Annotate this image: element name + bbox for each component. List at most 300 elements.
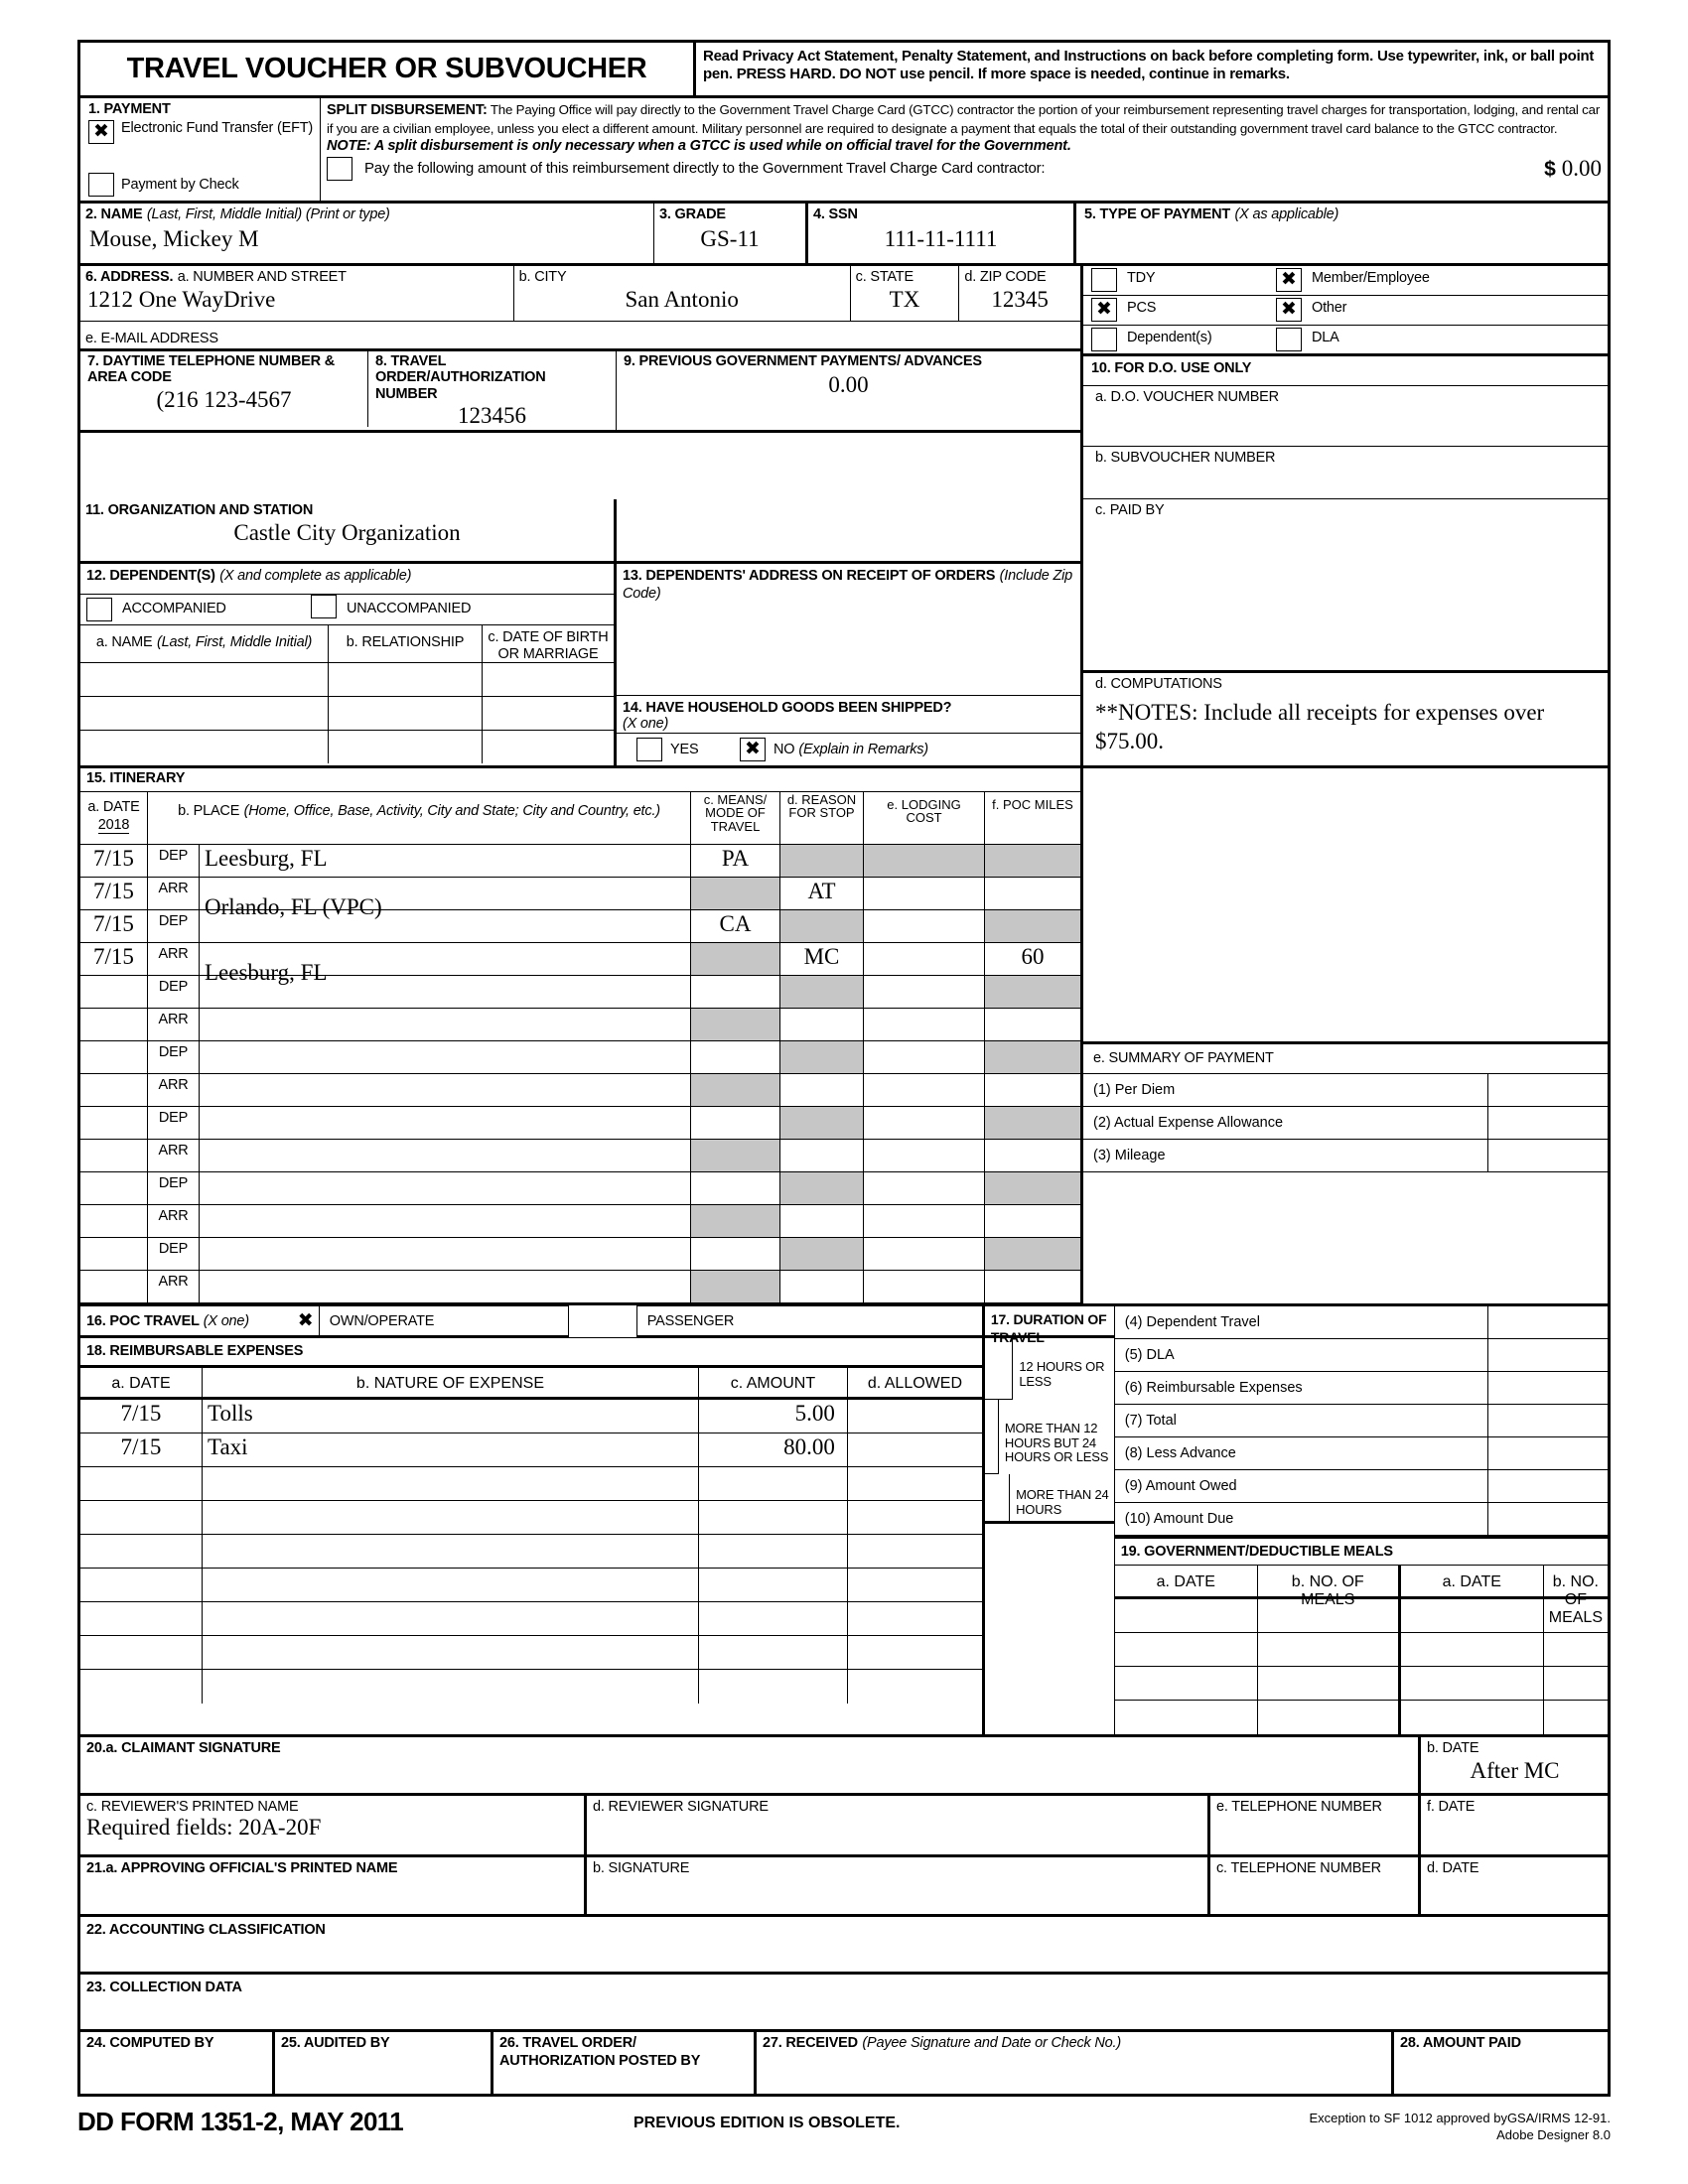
itinerary-place-header: b. PLACE (Home, Office, Base, Activity, City and State; City and Country, etc.) [148, 792, 691, 844]
itinerary-means [691, 1074, 780, 1106]
meal-count-2[interactable] [1544, 1667, 1608, 1700]
itinerary-date[interactable]: 7/15 [93, 879, 134, 904]
expenses-band [80, 1303, 1608, 1734]
itinerary-place[interactable] [200, 1074, 691, 1106]
dependent-name-cell[interactable] [80, 731, 329, 763]
itinerary-lodging[interactable] [864, 1238, 985, 1270]
section-7-phone [80, 351, 368, 427]
itinerary-date[interactable] [80, 976, 148, 1008]
expense-amount[interactable] [699, 1602, 848, 1635]
meal-date-2[interactable] [1401, 1701, 1544, 1734]
section-1-payment [80, 98, 1608, 204]
section-20c-label: c. REVIEWER'S PRINTED NAME [86, 1799, 299, 1816]
duration-12h-checkbox[interactable] [985, 1338, 1013, 1400]
summary-row-label: (4) Dependent Travel [1115, 1306, 1488, 1338]
name-value[interactable]: Mouse, Mickey M [89, 226, 259, 252]
summary-row-value[interactable] [1488, 1074, 1608, 1106]
section-10d-computations [1083, 673, 1608, 699]
section-15-label: 15. ITINERARY [86, 770, 186, 787]
expense-nature[interactable] [203, 1569, 699, 1601]
meal-rows [1115, 1599, 1608, 1734]
expense-date[interactable]: 7/15 [80, 1433, 203, 1466]
expense-amount[interactable]: 5.00 [699, 1400, 848, 1433]
expense-allowed[interactable] [848, 1433, 982, 1466]
payment-type-row-2 [1083, 296, 1608, 326]
expense-amount[interactable] [699, 1569, 848, 1601]
dependent-dob-cell[interactable] [483, 697, 614, 730]
itinerary-reason[interactable] [780, 1009, 864, 1040]
section-7-label: 7. DAYTIME TELEPHONE NUMBER & AREA CODE [87, 353, 336, 386]
section-19-label: 19. GOVERNMENT/DEDUCTIBLE MEALS [1120, 1544, 1393, 1561]
zip-value[interactable]: 12345 [991, 287, 1049, 313]
section-12-header [80, 564, 614, 594]
right-column-top [1083, 266, 1608, 499]
duration-24h-checkbox[interactable] [985, 1474, 1010, 1521]
itinerary-date[interactable]: 7/15 [93, 911, 134, 937]
meal-count-1[interactable] [1258, 1701, 1401, 1734]
itinerary-means[interactable] [691, 976, 780, 1008]
summary-row-label: (9) Amount Owed [1115, 1470, 1488, 1502]
payment-by-check-checkbox[interactable] [88, 173, 114, 197]
computations-area [1083, 768, 1608, 1041]
eft-label: Electronic Fund Transfer (EFT) [121, 120, 314, 137]
section-27-received [757, 2032, 1394, 2094]
itinerary-date[interactable]: 7/15 [93, 944, 134, 970]
claimant-date-value[interactable]: After MC [1470, 1758, 1560, 1784]
section-7-8-9-row [80, 351, 1080, 433]
itinerary-place[interactable] [200, 1205, 691, 1237]
summary-row [1115, 1470, 1608, 1503]
summary-of-payment-header [1083, 1041, 1608, 1074]
itinerary-reason[interactable] [780, 1074, 864, 1106]
split-disbursement-note: NOTE: A split disbursement is only necessary when a GTCC is used while on official travel for the Government. [327, 137, 1071, 154]
meals-count-header-1: b. NO. OF MEALS [1258, 1566, 1401, 1596]
summary-row-value[interactable] [1488, 1405, 1608, 1436]
hhg-no-label: NO [774, 742, 795, 758]
itinerary-lodging[interactable] [864, 1041, 985, 1073]
summary-row [1083, 1107, 1608, 1140]
state-value[interactable]: TX [889, 287, 920, 313]
expense-date[interactable] [80, 1569, 203, 1601]
expense-date[interactable] [80, 1602, 203, 1635]
street-value[interactable]: 1212 One WayDrive [87, 287, 276, 313]
itinerary-depart-arrive: DEP [148, 1172, 200, 1204]
summary-row-value[interactable] [1488, 1140, 1608, 1171]
meal-date-1[interactable] [1115, 1667, 1258, 1700]
itinerary-reason [780, 1041, 864, 1073]
summary-row-value[interactable] [1488, 1470, 1608, 1502]
itinerary-date[interactable]: 7/15 [93, 846, 134, 872]
form-frame [77, 40, 1611, 2097]
itinerary-lodging[interactable] [864, 976, 985, 1008]
split-amount-value[interactable]: 0.00 [1561, 155, 1602, 181]
itinerary-place[interactable] [200, 1238, 691, 1270]
itinerary-poc [985, 1041, 1080, 1073]
itinerary-poc[interactable] [985, 1271, 1080, 1302]
section-10d-label: d. COMPUTATIONS [1095, 676, 1222, 693]
itinerary-lodging [864, 845, 985, 877]
eft-checkbox[interactable] [88, 120, 114, 144]
itinerary-poc[interactable]: 60 [1021, 944, 1045, 970]
table-row [80, 1074, 1080, 1107]
itinerary-place[interactable] [200, 1009, 691, 1040]
summary-row-label: (8) Less Advance [1115, 1437, 1488, 1469]
expense-allowed[interactable] [848, 1501, 982, 1534]
ssn-value[interactable]: 111-11-1111 [884, 226, 998, 252]
section-6e-email [80, 322, 1080, 351]
section-11-spacer [617, 499, 1080, 561]
itinerary-poc[interactable] [985, 1009, 1080, 1040]
itinerary-means[interactable]: PA [721, 846, 750, 872]
itinerary-reason [780, 1172, 864, 1204]
section-27-label: 27. RECEIVED [763, 2035, 858, 2052]
itinerary-date[interactable] [80, 1205, 148, 1237]
accompanied-checkbox[interactable] [86, 598, 112, 621]
section-27-hint: (Payee Signature and Date or Check No.) [862, 2035, 1121, 2052]
section-21-approving-official [80, 1857, 1608, 1917]
section-18-label: 18. REIMBURSABLE EXPENSES [86, 1343, 304, 1360]
summary-row-label: (5) DLA [1115, 1339, 1488, 1371]
itinerary-means[interactable]: CA [719, 911, 752, 937]
meal-count-2[interactable] [1544, 1599, 1608, 1632]
section-14-hint: (X one) [623, 716, 669, 733]
form-header [80, 43, 1608, 98]
expense-allowed[interactable] [848, 1535, 982, 1568]
section-4-ssn [808, 204, 1076, 263]
itinerary-date[interactable] [80, 1271, 148, 1302]
itinerary-depart-arrive: ARR [148, 1074, 200, 1106]
itinerary-depart-arrive: DEP [148, 976, 200, 1008]
page-title: TRAVEL VOUCHER OR SUBVOUCHER [126, 53, 647, 84]
itinerary-reason[interactable] [780, 1205, 864, 1237]
table-row [80, 1140, 1080, 1172]
meals-column-headers [1115, 1566, 1608, 1627]
meal-date-2[interactable] [1401, 1599, 1544, 1632]
section-5-hint: (X as applicable) [1234, 206, 1339, 223]
expense-nature[interactable]: Tolls [203, 1400, 699, 1433]
expense-allowed[interactable] [848, 1636, 982, 1669]
section-10b-subvoucher-number [1083, 447, 1608, 499]
section-20c-reviewer-name [80, 1796, 587, 1854]
itinerary-lodging[interactable] [864, 878, 985, 909]
itinerary-place[interactable]: Orlando, FL (VPC) [205, 894, 382, 920]
expense-nature[interactable] [203, 1501, 699, 1534]
expense-amount[interactable] [699, 1535, 848, 1568]
grade-value[interactable]: GS-11 [700, 226, 760, 252]
expense-nature[interactable] [203, 1535, 699, 1568]
form-instructions: Read Privacy Act Statement, Penalty Statement, and Instructions on back before completing form. Use typewriter, ink, or ball point pen. PRESS HARD. DO NOT use pencil. If more space is needed, continue in remarks. [703, 48, 1595, 83]
duration-12-24h-checkbox[interactable] [985, 1400, 999, 1474]
section-21b-signature [587, 1857, 1210, 1914]
itinerary-means [691, 943, 780, 975]
previous-edition-note: PREVIOUS EDITION IS OBSOLETE. [633, 2115, 901, 2132]
duration-12-24h-label: MORE THAN 12 HOURS BUT 24 HOURS OR LESS [1004, 1421, 1109, 1464]
itinerary-poc-header: f. POC MILES [992, 797, 1073, 813]
summary-row [1083, 1140, 1608, 1172]
expense-allowed[interactable] [848, 1569, 982, 1601]
itinerary-means[interactable] [691, 1238, 780, 1270]
itinerary-depart-arrive: DEP [148, 1107, 200, 1139]
dependent-dob-cell[interactable] [483, 663, 614, 696]
itinerary-poc[interactable] [985, 1074, 1080, 1106]
itinerary-means [691, 1009, 780, 1040]
itinerary-lodging[interactable] [864, 1172, 985, 1204]
section-13-hint: (Include Zip Code) [623, 568, 1073, 603]
hhg-yes-label: YES [670, 742, 699, 758]
member-employee-label: Member/Employee [1312, 270, 1430, 287]
itinerary-place[interactable] [200, 1271, 691, 1302]
split-pay-checkbox[interactable] [327, 157, 352, 181]
itinerary-poc[interactable] [985, 1205, 1080, 1237]
summary-row-value[interactable] [1488, 1107, 1608, 1139]
itinerary-means [691, 878, 780, 909]
meal-date-1[interactable] [1115, 1599, 1258, 1632]
summary-row-value[interactable] [1488, 1306, 1608, 1338]
dependent-dob-cell[interactable] [483, 731, 614, 763]
summary-row-label: (10) Amount Due [1115, 1503, 1488, 1535]
expense-date[interactable] [80, 1467, 203, 1500]
summary-row-value[interactable] [1488, 1372, 1608, 1404]
hhg-no-checkbox[interactable] [740, 738, 766, 761]
expense-nature[interactable] [203, 1670, 699, 1704]
itinerary-date[interactable] [80, 1107, 148, 1139]
dla-label: DLA [1312, 330, 1339, 346]
meal-count-2[interactable] [1544, 1633, 1608, 1666]
table-row [80, 1271, 1080, 1303]
itinerary-lodging[interactable] [864, 943, 985, 975]
section-20a-label: 20.a. CLAIMANT SIGNATURE [86, 1740, 281, 1757]
expense-nature[interactable] [203, 1636, 699, 1669]
dla-checkbox[interactable] [1276, 328, 1302, 351]
itinerary-lodging-header: e. LODGING COST [864, 792, 985, 844]
section-6c-label: c. STATE [855, 269, 914, 286]
expense-date[interactable] [80, 1670, 203, 1704]
itinerary-lodging[interactable] [864, 1140, 985, 1171]
itinerary-poc [985, 1238, 1080, 1270]
itinerary-poc[interactable] [985, 878, 1080, 909]
expense-nature[interactable] [203, 1467, 699, 1500]
section-6a-label: a. NUMBER AND STREET [177, 269, 347, 286]
dependent-relationship-cell[interactable] [329, 663, 483, 696]
dependent-dob-header: c. DATE OF BIRTH OR MARRIAGE [488, 629, 609, 663]
other-label: Other [1312, 300, 1347, 317]
itinerary-place[interactable] [200, 1107, 691, 1139]
table-row [80, 845, 1080, 878]
itinerary-reason[interactable]: MC [803, 944, 840, 970]
organization-value[interactable]: Castle City Organization [233, 520, 461, 546]
expense-date[interactable] [80, 1535, 203, 1568]
expense-amount[interactable] [699, 1670, 848, 1704]
section-17-duration [985, 1306, 1114, 1346]
expense-allowed[interactable] [848, 1602, 982, 1635]
itinerary-lodging[interactable] [864, 1009, 985, 1040]
dependent-name-header: a. NAME (Last, First, Middle Initial) [80, 625, 329, 662]
meal-count-1[interactable] [1258, 1633, 1401, 1666]
itinerary-depart-arrive: ARR [148, 1271, 200, 1302]
payment-by-check-label: Payment by Check [121, 176, 239, 193]
summary-row-value[interactable] [1488, 1503, 1608, 1535]
dependent-relationship-header: b. RELATIONSHIP [329, 625, 483, 662]
itinerary-date[interactable] [80, 1074, 148, 1106]
section-16-hint: (X one) [203, 1312, 249, 1329]
section-10a-voucher-number [1083, 386, 1608, 447]
itinerary-lodging[interactable] [864, 910, 985, 942]
section-10-header [1083, 356, 1608, 386]
itinerary-lodging[interactable] [864, 1271, 985, 1302]
meal-count-1[interactable] [1258, 1667, 1401, 1700]
expense-amount[interactable]: 80.00 [699, 1433, 848, 1466]
unaccompanied-checkbox[interactable] [311, 595, 337, 618]
itinerary-depart-arrive: ARR [148, 1140, 200, 1171]
summary-row [1115, 1339, 1608, 1372]
itinerary-lodging[interactable] [864, 1074, 985, 1106]
dependents-label: Dependent(s) [1127, 330, 1212, 346]
summary-label: e. SUMMARY OF PAYMENT [1093, 1050, 1274, 1067]
itinerary-poc [985, 910, 1080, 942]
payment-type-row-3 [1083, 326, 1608, 356]
section-6e-label: e. E-MAIL ADDRESS [85, 331, 218, 347]
itinerary-lodging[interactable] [864, 1205, 985, 1237]
dependent-relationship-cell[interactable] [329, 697, 483, 730]
itinerary-date[interactable] [80, 1238, 148, 1270]
itinerary-date[interactable] [80, 1009, 148, 1040]
table-row [80, 1107, 1080, 1140]
summary-row-label: (2) Actual Expense Allowance [1083, 1107, 1488, 1139]
computations-notes-value[interactable]: **NOTES: Include all receipts for expenses over $75.00. [1095, 700, 1545, 753]
section-3-label: 3. GRADE [659, 206, 726, 223]
table-row [80, 976, 1080, 1009]
itinerary-place[interactable] [200, 1041, 691, 1073]
expense-amount[interactable] [699, 1467, 848, 1500]
itinerary-reason [780, 1238, 864, 1270]
itinerary-reason [780, 910, 864, 942]
section-16-label: 16. POC TRAVEL [86, 1312, 200, 1329]
own-operate-checkbox[interactable] [293, 1309, 319, 1333]
dependent-name-cell[interactable] [80, 697, 329, 730]
itinerary-reason[interactable] [780, 1140, 864, 1171]
expense-amount-header: c. AMOUNT [699, 1368, 848, 1397]
section-5-label: 5. TYPE OF PAYMENT [1084, 206, 1231, 223]
itinerary-date[interactable] [80, 1172, 148, 1204]
itinerary-place[interactable] [200, 1140, 691, 1171]
expense-nature[interactable] [203, 1602, 699, 1635]
dependent-name-cell[interactable] [80, 663, 329, 696]
expense-amount[interactable] [699, 1636, 848, 1669]
expense-date[interactable]: 7/15 [80, 1400, 203, 1433]
itinerary-place[interactable] [200, 1172, 691, 1204]
meal-date-1[interactable] [1115, 1701, 1258, 1734]
summary-row-value[interactable] [1488, 1339, 1608, 1371]
expense-amount[interactable] [699, 1501, 848, 1534]
itinerary-reason[interactable] [780, 1271, 864, 1302]
itinerary-place[interactable]: Leesburg, FL [205, 846, 328, 872]
table-row [80, 1569, 982, 1602]
previous-payments-value[interactable]: 0.00 [828, 372, 869, 398]
itinerary-date[interactable] [80, 1140, 148, 1171]
expense-allowed[interactable] [848, 1670, 982, 1704]
expense-allowed[interactable] [848, 1400, 982, 1433]
reviewer-name-value[interactable]: Required fields: 20A-20F [86, 1815, 322, 1841]
meal-count-1[interactable] [1258, 1599, 1401, 1632]
itinerary-depart-arrive: ARR [158, 946, 189, 963]
pcs-checkbox[interactable] [1091, 298, 1117, 322]
itinerary-means[interactable] [691, 1172, 780, 1204]
table-row [80, 878, 1080, 920]
hhg-yes-checkbox[interactable] [636, 738, 662, 761]
itinerary-depart-arrive: DEP [158, 848, 189, 865]
expense-allowed[interactable] [848, 1467, 982, 1500]
meal-count-2[interactable] [1544, 1701, 1608, 1734]
section-20d-reviewer-signature [587, 1796, 1210, 1854]
member-employee-checkbox[interactable] [1276, 268, 1302, 292]
unaccompanied-label: UNACCOMPANIED [347, 601, 472, 617]
table-row [80, 1535, 982, 1569]
itinerary-reason[interactable]: AT [807, 879, 836, 904]
section-25-audited-by [275, 2032, 493, 2094]
other-checkbox[interactable] [1276, 298, 1302, 322]
section-12-hint: (X and complete as applicable) [219, 568, 412, 585]
city-value[interactable]: San Antonio [625, 287, 739, 313]
section-6b-city [514, 266, 851, 321]
summary-row-value[interactable] [1488, 1437, 1608, 1469]
itinerary-place[interactable]: Leesburg, FL [205, 960, 328, 986]
section-14-header [617, 696, 1080, 734]
section-22-accounting-classification [80, 1917, 1608, 1975]
dollar-sign: $ [1544, 157, 1556, 181]
section-10-label: 10. FOR D.O. USE ONLY [1091, 360, 1252, 377]
duration-24h-label: MORE THAN 24 HOURS [1016, 1487, 1109, 1517]
itinerary-band [80, 765, 1608, 1303]
dependents-checkbox[interactable] [1091, 328, 1117, 351]
meal-date-1[interactable] [1115, 1633, 1258, 1666]
section-20b-label: b. DATE [1427, 1740, 1479, 1757]
passenger-checkbox[interactable] [568, 1305, 637, 1337]
dependent-relationship-cell[interactable] [329, 731, 483, 763]
section-2-label: 2. NAME [85, 206, 143, 223]
summary-row [1083, 1074, 1608, 1107]
split-disbursement-title: SPLIT DISBURSEMENT: [327, 102, 488, 118]
itinerary-means[interactable] [691, 1107, 780, 1139]
itinerary-poc[interactable] [985, 1140, 1080, 1171]
section-13-label: 13. DEPENDENTS' ADDRESS ON RECEIPT OF ORDERS [623, 568, 996, 585]
section-1-label: 1. PAYMENT [88, 101, 171, 117]
section-3-grade [654, 204, 808, 263]
expense-date[interactable] [80, 1636, 203, 1669]
payment-type-row-1 [1083, 266, 1608, 296]
tdy-label: TDY [1127, 270, 1156, 287]
itinerary-place[interactable] [200, 976, 691, 1008]
table-row [80, 1009, 1080, 1041]
summary-row-label: (3) Mileage [1083, 1140, 1488, 1171]
section-10c-paid-by [1083, 499, 1608, 673]
phone-value[interactable]: (216 123-4567 [156, 386, 292, 412]
itinerary-reason [780, 845, 864, 877]
table-row [80, 910, 1080, 943]
table-row [80, 697, 614, 731]
expense-nature[interactable]: Taxi [203, 1433, 699, 1466]
itinerary-means[interactable] [691, 1041, 780, 1073]
duration-option-1 [985, 1338, 1114, 1400]
travel-order-value[interactable]: 123456 [458, 402, 526, 428]
meal-date-2[interactable] [1401, 1667, 1544, 1700]
section-21a-name [80, 1857, 587, 1914]
tdy-checkbox[interactable] [1091, 268, 1117, 292]
expense-date[interactable] [80, 1501, 203, 1534]
itinerary-lodging[interactable] [864, 1107, 985, 1139]
expense-nature-header: b. NATURE OF EXPENSE [203, 1368, 699, 1397]
meal-date-2[interactable] [1401, 1633, 1544, 1666]
itinerary-date[interactable] [80, 1041, 148, 1073]
